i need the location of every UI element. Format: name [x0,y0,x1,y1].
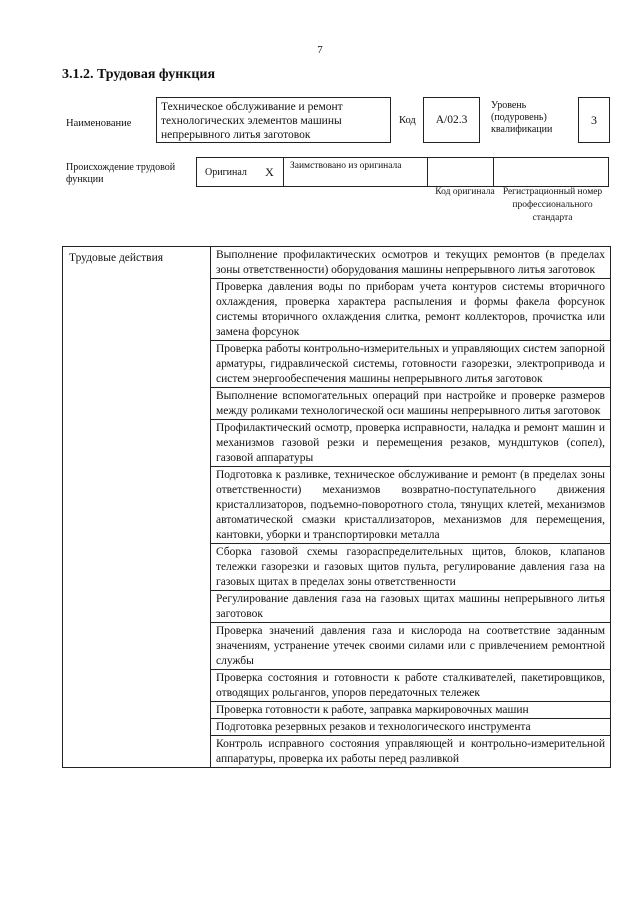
origin-label: Происхождение трудовой функции [66,162,176,185]
code-value: A/02.3 [423,97,480,143]
registration-number-cell [494,158,609,186]
name-value: Техническое обслуживание и ремонт технологических элементов машины непрерывного литья заготовок [156,97,391,143]
labor-actions-label: Трудовые действия [63,247,211,768]
labor-action-item: Подготовка резервных резаков и технологического инструмента [211,719,610,736]
labor-actions-list [211,247,611,768]
labor-action-item: Проверка давления воды по приборам учета контуров системы вторичного охлаждения, проверка характера распыления и формы факела форсунок системы вторичного охлаждения слитка, ремонт коллекторов, прочистка или замена форсунок [211,279,610,341]
level-value: 3 [578,97,610,143]
original-mark: X [256,158,284,186]
original-code-caption: Код оригинала [435,187,495,197]
labor-action-item: Проверка работы контрольно-измерительных и управляющих систем запорной арматуры, гидравлической системы, готовности газорезки, электропривода и систем энергообеспечения машины непрерывного литья заготовок [211,341,610,388]
section-title: 3.1.2. Трудовая функция [62,67,216,82]
labor-actions-table [62,246,611,768]
name-label: Наименование [66,118,132,129]
page-number: 7 [317,44,323,56]
original-label: Оригинал [205,166,247,178]
registration-number-caption: Регистрационный номер профессионального стандарта [502,187,603,223]
labor-action-item: Проверка значений давления газа и кислорода на соответствие заданным значениям, устранение утечек своими силами или с привлечением ремонтной службы [211,623,610,670]
labor-action-item: Профилактический осмотр, проверка исправности, наладка и ремонт машин и механизмов газовой резки и перемещения резаков, мундштуков (сопел), газовой аппаратуры [211,420,610,467]
labor-action-item: Проверка состояния и готовности к работе сталкивателей, пакетировщиков, отводящих рольгангов, упоров передаточных тележек [211,670,610,702]
labor-action-item: Сборка газовой схемы газораспределительных щитов, блоков, клапанов тележки газорезки и газовых щитов пульта, регулирование давления газа на газовых щитах в пределах зоны ответственности [211,544,610,591]
original-code-cell [428,158,494,186]
labor-action-item: Проверка готовности к работе, заправка маркировочных машин [211,702,610,719]
labor-action-item: Выполнение профилактических осмотров и текущих ремонтов (в пределах зоны ответственности) оборудования машины непрерывного литья заготовок [211,247,610,279]
labor-action-item: Регулирование давления газа на газовых щитах машины непрерывного литья заготовок [211,591,610,623]
level-label: Уровень (подуровень) квалификации [491,100,553,135]
code-label: Код [399,115,416,126]
origin-row [196,157,609,187]
labor-action-item: Подготовка к разливке, техническое обслуживание и ремонт (в пределах зоны ответственности) механизмов возвратно-поступательного движения кристаллизаторов, подъемно-поворотного стола, тянущих клетей, механизмов автоматической смазки кристаллизаторов, механизмов для перемещения, кантовки, уборки и транспортировки металла [211,467,610,544]
borrowed-label: Заимствовано из оригинала [284,158,428,186]
labor-action-item: Контроль исправного состояния управляющей и контрольно-измерительной аппаратуры, проверка их работы перед разливкой [216,738,605,765]
labor-action-item: Выполнение вспомогательных операций при настройке и проверке размеров между роликами технологической оси машины непрерывного литья заготовок [211,388,610,420]
